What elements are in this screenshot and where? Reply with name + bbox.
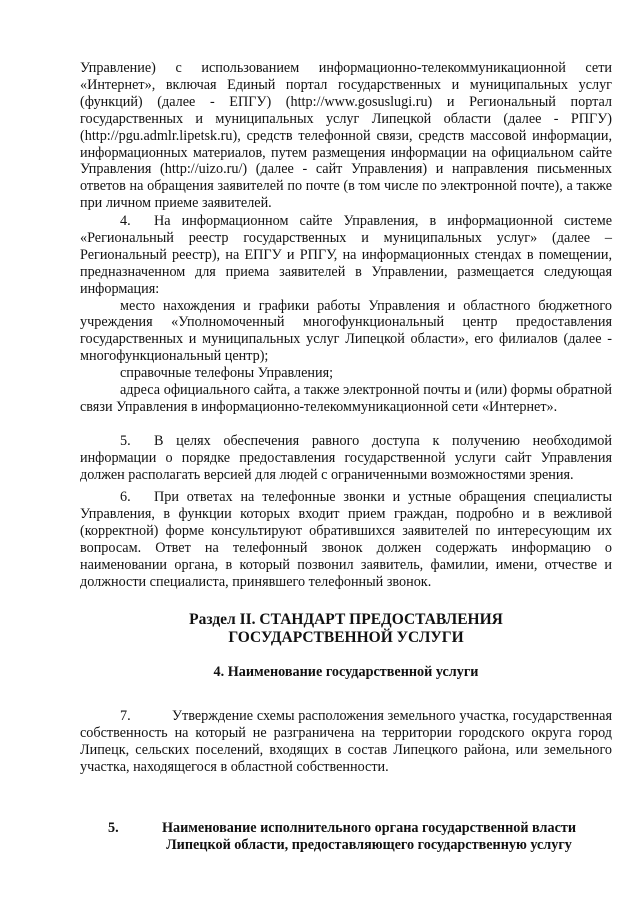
paragraph-text: На информационном сайте Управления, в информационной системе «Региональный реестр государственных и муниципальных услуг» (далее – Региональный реестр), на ЕПГУ и РПГУ, на информационных стендах в помещении, предназначенном для приема заявителей в Управлении, размещается следующая информация:	[80, 213, 612, 297]
paragraph-text: При ответах на телефонные звонки и устные обращения специалисты Управления, в функции которых входит прием граждан, подробно и в вежливой (корректной) форме консультируют обратившихся заявителей по интересующим их вопросам. Ответ на телефонный звонок должен содержать информацию о наименовании органа, в который позвонил заявитель, фамилии, имени, отчестве и должности специалиста, принявшего телефонный звонок.	[80, 489, 612, 590]
list-item: место нахождения и графики работы Управления и областного бюджетного учреждения «Уполномоченный многофункциональный центр предоставления государственных и муниципальных услуг Липецкой области», его филиалов (далее - многофункциональный центр);	[80, 297, 612, 365]
paragraph-6	[80, 489, 612, 590]
list-item: адреса официального сайта, а также электронной почты и (или) формы обратной связи Управления в информационно-телекоммуникационной сети «Интернет».	[80, 382, 612, 415]
paragraph-text: Управление) с использованием информационно-телекоммуникационной сети «Интернет», включая Единый портал государственных и муниципальных услуг (функций) (далее - ЕПГУ) (http://www.gosuslugi.ru) и Региональный портал государственных и муниципальных услуг Липецкой области (далее - РПГУ) (http://pgu.admlr.lipetsk.ru), средств телефонной связи, средств массовой информации, информационных материалов, путем размещения информации на официальном сайте Управления (http://uizo.ru/) (далее - сайт Управления) и направления письменных ответов на обращения заявителей по почте (в том числе по электронной почте), а также при личном приеме заявителей.	[80, 60, 612, 212]
heading-number: 5.	[108, 820, 119, 836]
paragraph-number: 4.	[120, 213, 131, 229]
subsection-heading: 4. Наименование государственной услуги	[213, 664, 479, 680]
paragraph-text: Утверждение схемы расположения земельного участка, государственная собственность на который не разграничена на территории городского округа город Липецк, сельских поселений, входящих в состав Липецкого района, или земельного участка, находящегося в областной собственности.	[80, 708, 612, 775]
paragraph-number: 6.	[120, 489, 131, 505]
list-item: справочные телефоны Управления;	[120, 365, 334, 382]
paragraph-4	[80, 213, 612, 416]
paragraph-number: 7.	[120, 708, 131, 724]
heading-text: Наименование исполнительного органа государственной власти Липецкой области, предоставляющего государственную услугу	[161, 820, 577, 853]
paragraph-5	[80, 433, 612, 484]
paragraph-number: 5.	[120, 433, 131, 449]
subsection-heading-5	[80, 820, 612, 854]
paragraph-continuation	[80, 60, 612, 212]
section-heading: Раздел II. СТАНДАРТ ПРЕДОСТАВЛЕНИЯ ГОСУДАРСТВЕННОЙ УСЛУГИ	[189, 611, 503, 646]
paragraph-7	[80, 708, 612, 776]
paragraph-text: В целях обеспечения равного доступа к получению необходимой информации о порядке предоставления государственной услуги сайт Управления должен располагать версией для людей с ограниченными возможностями зрения.	[80, 433, 612, 483]
